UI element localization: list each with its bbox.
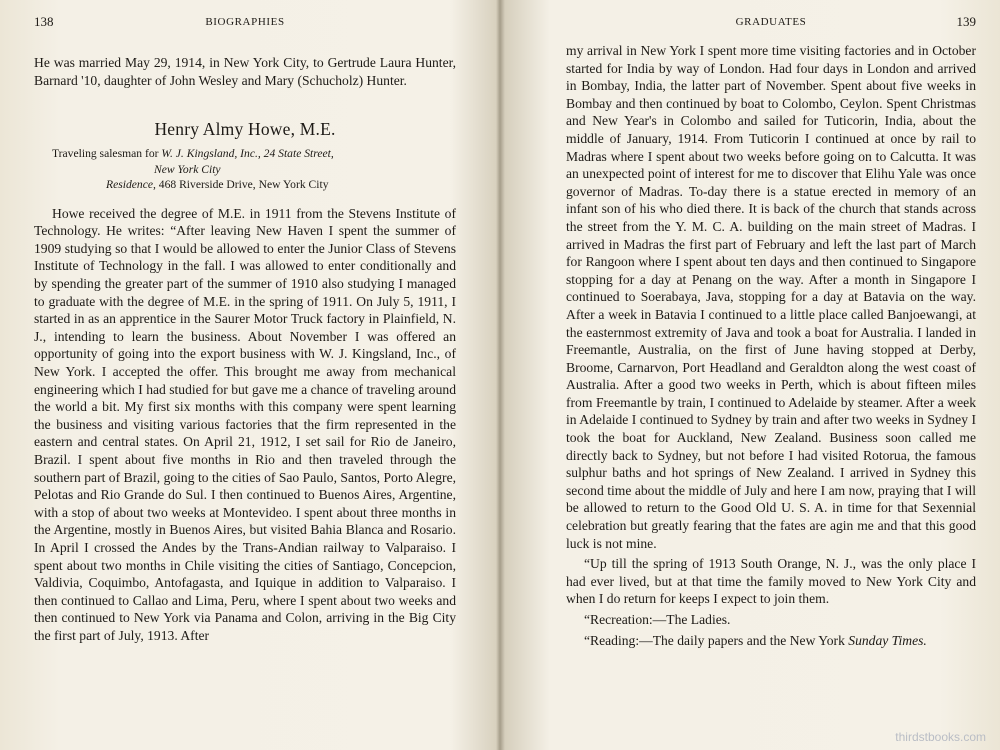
left-page [0,0,496,750]
residence-value: 468 Riverside Drive, New York City [155,178,329,192]
right-paragraph-2: “Up till the spring of 1913 South Orange, N. J., was the only place I had ever lived, but at that time the family moved to New York City and when I do return for keeps I expect to join them. [566,556,976,607]
running-head-right [566,14,976,36]
occupation-city: New York City [154,162,221,176]
marriage-paragraph: He was married May 29, 1914, in New York City, to Gertrude Laura Hunter, Barnard '10, daughter of John Wesley and Mary (Schucholz) Hunter. [34,55,456,88]
reading-prefix: “Reading:—The daily papers and the New York [584,632,849,648]
entry-heading: Henry Almy Howe, M.E. [154,119,336,140]
page-number-left: 138 [34,14,54,29]
residence-label: Residence, [106,178,156,192]
running-title-left: BIOGRAPHIES [205,16,285,28]
reading-line [566,632,976,650]
occupation-prefix: Traveling salesman for [52,147,162,161]
reading-italic: Sunday Times. [848,632,927,648]
running-title-right: GRADUATES [735,16,807,28]
right-page [504,0,1000,750]
right-body-paragraph: my arrival in New York I spent more time visiting factories and in October started for India by way of London. Had four days in London and arrived in Bombay, India, the latter part of November. Spent about five weeks in Bombay and then continued by boat to Colombo, Ceylon. Spent Christmas and New Year's in Colombo and sailed for Tuticorin, India, about the middle of January, 1914. From Tuticorin I continued at once by rail to Madras where I spent about two weeks before going on to Calcutta. It was an unexpected point of interest for me to discover that Elihu Yale was once governor of Madras. To-day there is a statue erected in memory of an infant son of his who died there. It is back of the church that stands across the street from the Y. M. C. A. building on the main street of Madras. I arrived in Madras the first part of February and left the last part of March for Rangoon where I spent about ten days and then continued to Singapore stopping for a day at Penang on the way. After a month in Singapore I continued to Soerabaya, Java, stopping for a day at Batavia on the way. After a week in Batavia I continued to a little place called Banjoewangi, at the easternmost extremity of Java and took a boat for Australia. I landed in Freemantle, Australia, on the first of June having stopped at Derby, Broome, Carnarvon, Port Headland and Geraldton along the west coast of Australia. After a good two weeks in Perth, which is about fifteen miles from Freemantle by train, I continued to Adelaide by steamer. After a week in Adelaide I continued to Sydney by train and after two weeks in Sydney I took the boat for Auckland, New Zealand. Business soon called me directly back to Sydney, but not before I had visited Rotorua, the famous sulphur baths and hot springs of New Zealand. I arrived in Sydney this second time about the middle of July and here I am now, praying that I will be allowed to return to the Good Old U. S. A. in time for that Sexennial celebration but greatly fearing that the fates are agin me and that this good luck is not mine. [566,43,976,551]
page-number-right: 139 [956,14,976,29]
running-head-left [34,14,456,36]
left-body-paragraph: Howe received the degree of M.E. in 1911 from the Stevens Institute of Technology. He writes: “After leaving New Haven I spent the summer of 1909 studying so that I would be allowed to enter the Junior Class of Stevens Institute of Technology in the fall. I was allowed to enter conditionally and by spending the greater part of the summer of 1910 also studying I managed to graduate with the degree of M.E. in the spring of 1911. On July 5, 1911, I started in as an apprentice in the Saurer Motor Truck factory in Plainfield, N. J., intending to learn the business. About November I was offered an opportunity of going into the export business with W. J. Kingsland, Inc., of New York. I accepted the offer. This brought me away from mechanical engineering which I had studied for but gave me a chance of traveling around the world a bit. My first six months with this company were spent learning the business and visiting various factories that the firm represented in the eastern and central states. On April 21, 1912, I set sail for Rio de Janeiro, Brazil. I spent about five months in Rio and then traveled through the southern part of Brazil, going to the cities of Sao Paulo, Santos, Porto Alegre, Pelotas and Rio Grande do Sul. I then continued to Buenos Aires, Argentine, with a stop of about two weeks at Montevideo. I spent about three months in the Argentine, mostly in Buenos Aires, but visited Bahia Blanca and Rosario. In April I crossed the Andes by the Trans-Andian railway to Valparaiso. I spent about two months in Chile visiting the cities of Santiago, Concepcion, Valdivia, Coquimbo, Antofagasta, and Iquique in addition to Valparaiso. I then continued to Callao and Lima, Peru, where I spent about two weeks and then continued to New York via Panama and Colon, arriving in the Big City the first part of July, 1913. After [34,205,456,643]
entry-occupation [34,146,456,193]
watermark: thirdstbooks.com [895,730,986,744]
occupation-firm: W. J. Kingsland, Inc., 24 State Street, [161,147,334,161]
recreation-line: “Recreation:—The Ladies. [584,612,731,627]
